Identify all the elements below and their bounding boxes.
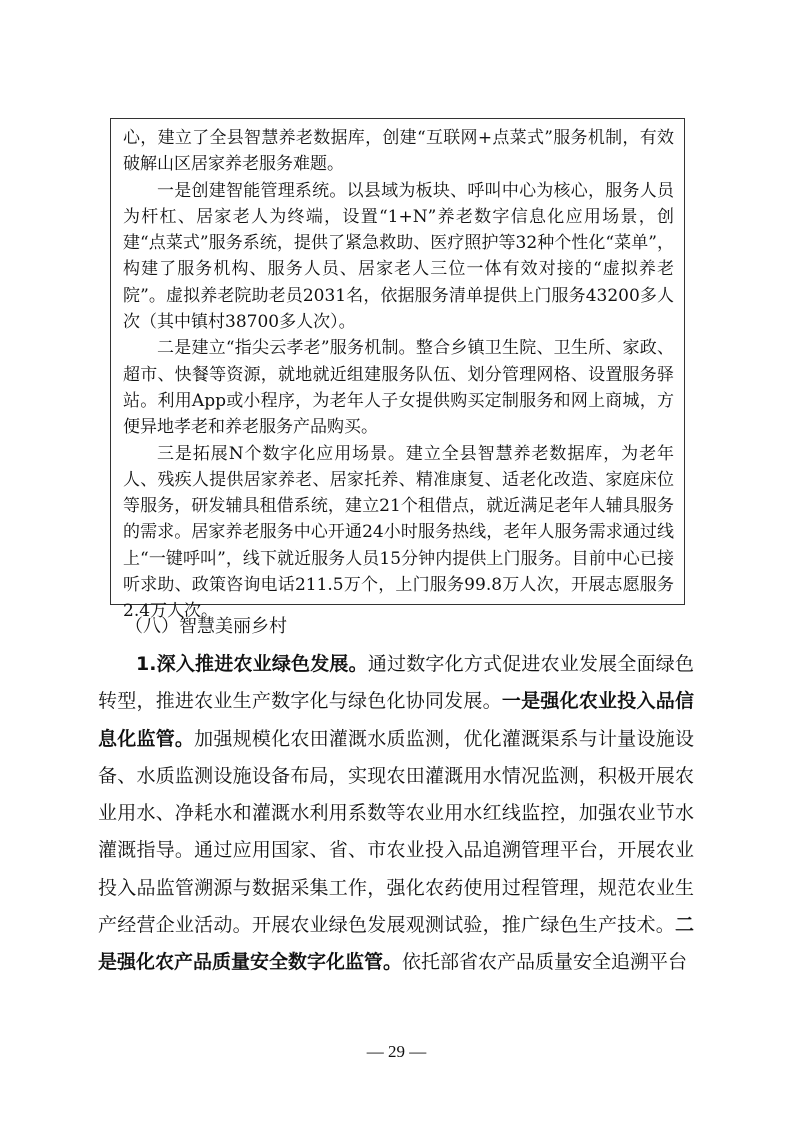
box-paragraph-continued: 心，建立了全县智慧养老数据库，创建“互联网+点菜式”服务机制，有效破解山区居家养老服务难题。 <box>123 128 674 175</box>
case-study-box <box>110 118 685 622</box>
bold-lead-input-supervision: 一是强化农业投入品信息化监管。 <box>98 690 694 750</box>
main-body <box>98 646 694 982</box>
body-text: 加强规模化农田灌溉水质监测，优化灌溉渠系与计量设施设备、水质监测设施设备布局，实现农田灌溉用水情况监测，积极开展农业用水、净耗水和灌溉水利用系数等农业用水红线监控，加强农业节水灌溉指导。通过应用国家、省、市农业投入品追溯管理平台，开展农业投入品监管溯源与数据采集工作，强化农药使用过程管理，规范农业生产经营企业活动。开展农业绿色发展观测试验，推广绿色生产技术。 <box>98 727 694 937</box>
body-text: 依托部省农产品质量安全追溯平台 <box>402 951 688 974</box>
main-paragraph <box>98 646 694 982</box>
section-heading: （八）智慧美丽乡村 <box>125 616 287 637</box>
box-paragraph-fingertip-service: 二是建立“指尖云孝老”服务机制。整合乡镇卫生院、卫生所、家政、超市、快餐等资源，就地就近组建服务队伍、划分管理网格、设置服务驿站。利用App或小程序，为老年人子女提供购买定制服务和网上商城，方便异地孝老和养老服务产品购买。 <box>123 338 674 438</box>
bold-lead-green-development: 1.深入推进农业绿色发展。 <box>136 653 368 675</box>
bold-lead-quality-safety: 二是强化农产品质量安全数字化监管。 <box>98 914 694 974</box>
box-paragraph-application-scenarios: 三是拓展N个数字化应用场景。建立全县智慧养老数据库，为老年人、残疾人提供居家养老、居家托养、精准康复、适老化改造、家庭床位等服务，研发辅具租借系统，建立21个租借点，就近满足老年人辅具服务的需求。居家养老服务中心开通24小时服务热线，老年人服务需求通过线上“一键呼叫”，线下就近服务人员15分钟内提供上门服务。目前中心已接听求助、政策咨询电话211.5万个，上门服务99.8万人次，开展志愿服务2.4万人次。 <box>123 443 674 622</box>
box-paragraph-smart-management: 一是创建智能管理系统。以县域为板块、呼叫中心为核心，服务人员为杆杠、居家老人为终端，设置“1+N”养老数字信息化应用场景，创建“点菜式”服务系统，提供了紧急救助、医疗照护等32种个性化“菜单”，构建了服务机构、服务人员、居家老人三位一体有效对接的“虚拟养老院”。虚拟养老院助老员2031名，依据服务清单提供上门服务43200多人次（其中镇村38700多人次）。 <box>123 180 674 333</box>
page-number: — 29 — <box>366 1042 427 1061</box>
body-text: 通过数字化方式促进农业发展全面绿色转型，推进农业生产数字化与绿色化协同发展。 <box>98 653 694 713</box>
